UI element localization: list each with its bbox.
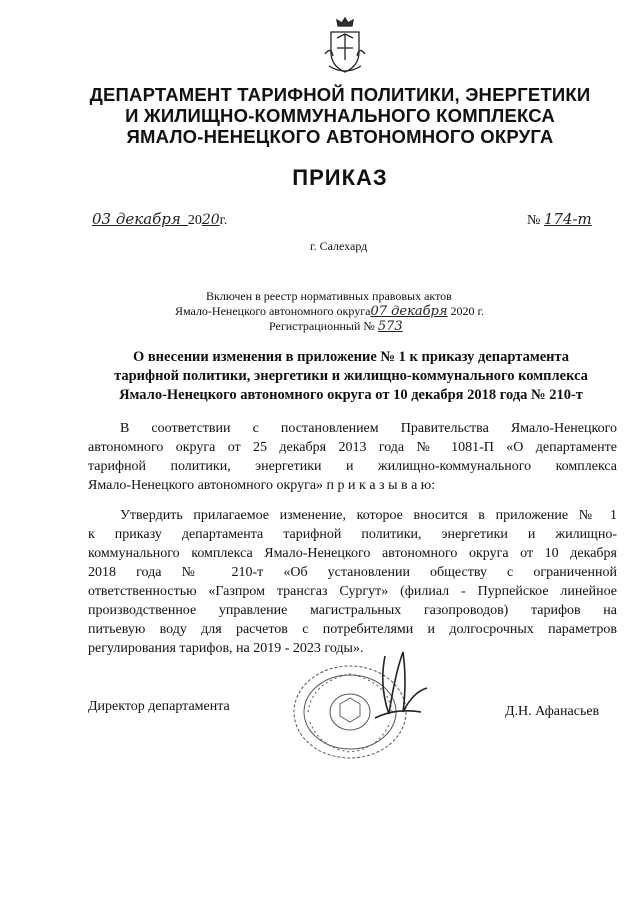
order-line: питьевую воду для расчетов с потребителями и долгосрочных параметров (88, 622, 617, 637)
subject-line-3: Ямало-Ненецкого автономного округа от 10 декабря 2018 года № 210-т (119, 387, 583, 403)
coat-of-arms-icon (323, 14, 367, 78)
department-name-line-2: И ЖИЛИЩНО-КОММУНАЛЬНОГО КОМПЛЕКСА (125, 105, 555, 126)
document-subject (82, 348, 620, 405)
preamble-paragraph (88, 419, 617, 495)
document-title: ПРИКАЗ (292, 165, 388, 190)
registry-line-3 (269, 319, 403, 334)
subject-line-2: тарифной политики, энергетики и жилищно-коммунального комплекса (114, 368, 588, 384)
order-line: производственное управление магистральных газопроводов) тарифов на (88, 603, 617, 618)
number-prefix: № (527, 213, 541, 228)
document-number (527, 210, 592, 229)
registry-number-handwritten: 573 (377, 319, 403, 334)
department-name-line-3: ЯМАЛО-НЕНЕЦКОГО АВТОНОМНОГО ОКРУГА (126, 126, 554, 147)
preamble-line: тарифной политики, энергетики и жилищно-коммунального комплекса (88, 459, 617, 474)
registry-line-2-suffix: 2020 г. (450, 304, 485, 318)
order-line: регулирования тарифов, на 2019 - 2023 годы». (88, 641, 364, 656)
handwritten-signature (345, 648, 435, 728)
order-line: коммунального комплекса Ямало-Ненецкого автономного округа от 10 декабря (88, 546, 617, 561)
preamble-line: автономного округа от 25 декабря 2013 года № 1081-П «О департаменте (88, 440, 617, 455)
department-name-line-1: ДЕПАРТАМЕНТ ТАРИФНОЙ ПОЛИТИКИ, ЭНЕРГЕТИКИ (89, 84, 591, 105)
signatory-name: Д.Н. Афанасьев (505, 704, 600, 719)
order-line: 2018 года № 210-т «Об установлении обществу с ограниченной (88, 565, 617, 580)
order-line: ответственностью «Газпром трансгаз Сургут» (филиал - Пурпейское линейное (88, 584, 617, 599)
registry-line-1: Включен в реестр нормативных правовых актов (206, 289, 452, 303)
document-date (92, 210, 227, 229)
registry-line-2 (175, 304, 484, 319)
number-handwritten: 174-т (543, 210, 592, 228)
order-line: к приказу департамента тарифной политики, энергетики и жилищно- (88, 527, 617, 542)
registry-date-handwritten: 07 декабря (370, 304, 448, 319)
year-handwritten: 20 (201, 212, 220, 228)
city-label: г. Салехард (310, 239, 368, 253)
order-paragraph (88, 506, 617, 658)
year-prefix: 20 (187, 213, 202, 228)
registry-line-3-prefix: Регистрационный № (269, 319, 375, 333)
date-handwritten: 03 декабря (92, 210, 181, 228)
subject-line-1: О внесении изменения в приложение № 1 к приказу департамента (132, 349, 570, 365)
preamble-line: В соответствии с постановлением Правительства Ямало-Ненецкого (120, 421, 617, 436)
order-line: Утвердить прилагаемое изменение, которое вносится в приложение № 1 (120, 508, 617, 523)
registry-line-2-prefix: Ямало-Ненецкого автономного округа (175, 304, 371, 318)
year-suffix: г. (219, 213, 228, 228)
preamble-line: Ямало-Ненецкого автономного округа» п р и к а з ы в а ю: (88, 478, 436, 493)
signatory-position: Директор департамента (88, 699, 230, 714)
